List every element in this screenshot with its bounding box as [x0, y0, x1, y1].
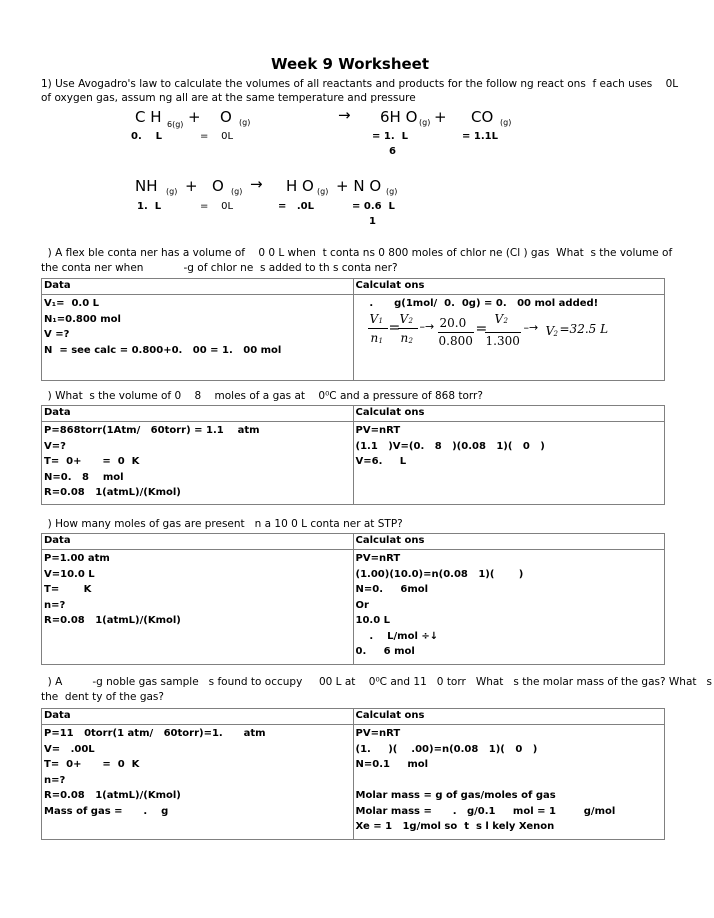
- q3-header-data: Data: [42, 406, 354, 422]
- q5-header-data: Data: [42, 709, 354, 725]
- q4-calc-line: Or: [355, 599, 369, 611]
- q3-data-line: N=0. 8 mol: [44, 471, 124, 483]
- q2-formula: [356, 312, 663, 352]
- eq1-reactant2-sub: (g): [239, 118, 251, 127]
- arrow-icon: –→: [523, 320, 539, 334]
- eq1-reactant2: O: [220, 108, 232, 126]
- formula-result-sub: 2: [553, 329, 558, 338]
- q4-data-line: T= K: [44, 584, 92, 595]
- q2-data-line: N = see calc = 0.800+0. 00 = 1. 00 mol: [44, 344, 282, 356]
- eq1-arrow: →: [338, 106, 351, 124]
- q4-calc-line: 10.0 L: [355, 615, 391, 626]
- q2-data-cell: [42, 295, 354, 381]
- q3-calc-line: (1.1 )V=(0. 8 )(0.08 1)( 0 ): [355, 440, 545, 452]
- eq2-volume2: = 0L: [200, 201, 234, 212]
- q2-table: [41, 278, 665, 381]
- eq2-reactant1: NH: [135, 177, 158, 195]
- formula-n2: n: [400, 330, 409, 345]
- q1-text-line2: of oxygen gas, assum ng all are at the same temperature and pressure: [41, 92, 416, 104]
- q3-table: [41, 405, 665, 505]
- q5-calc-line: [356, 773, 663, 789]
- q5-calc-line: N=0.1 mol: [355, 759, 429, 770]
- formula-fraction-bar: [368, 328, 388, 329]
- eq1-plus1: +: [188, 108, 201, 126]
- q3-data-line: V=?: [44, 440, 66, 452]
- formula-result-value: =32.5 L: [559, 321, 609, 336]
- arrow-icon: –→: [419, 319, 435, 333]
- q4-header-calc: Calculat ons: [353, 534, 665, 550]
- q5-calc-line: (1. )( .00)=n(0.08 1)( 0 ): [355, 743, 538, 755]
- eq2-reactant1-sub: (g): [166, 187, 178, 196]
- q4-data-line: P=1.00 atm: [44, 553, 110, 564]
- q3-data-cell: [42, 422, 354, 505]
- q4-calc-line: PV=nRT: [355, 553, 401, 564]
- q3-data-line: R=0.08 1(atmL)/(Kmol): [44, 487, 181, 498]
- eq2-volume1: 1. L: [137, 201, 162, 212]
- q3-header-calc: Calculat ons: [353, 406, 665, 422]
- eq2-volume4-line2: 1: [369, 216, 376, 227]
- eq1-plus2: +: [434, 108, 447, 126]
- eq2-product1-sub: (g): [317, 187, 329, 196]
- q5-calc-line: Xe = 1 1g/mol so t s l kely Xenon: [355, 821, 555, 832]
- q5-text-line2: the dent ty of the gas?: [41, 691, 164, 703]
- q3-calc-line: PV=nRT: [355, 425, 401, 436]
- q2-calc-line: . g(1mol/ 0. 0g) = 0. 00 mol added!: [355, 298, 599, 309]
- q5-data-line: Mass of gas = . g: [44, 805, 169, 817]
- formula-fraction-bar: [398, 328, 418, 329]
- q5-data-line: P=11 0torr(1 atm/ 60torr)=1. atm: [44, 728, 266, 739]
- formula-num1: 20.0: [439, 315, 467, 330]
- formula-n1-sub: 1: [378, 336, 383, 345]
- formula-num2: V: [494, 311, 504, 326]
- eq1-product2-sub: (g): [500, 118, 512, 127]
- q5-data-line: T= 0+ = 0 K: [44, 759, 140, 770]
- q2-data-line: V₁= 0.0 L: [44, 298, 100, 309]
- eq2-product1: H O: [286, 177, 314, 195]
- eq2-plus1: +: [185, 177, 198, 195]
- q4-header-data: Data: [42, 534, 354, 550]
- q5-calc-cell: [353, 725, 665, 840]
- q4-data-line: V=10.0 L: [44, 568, 95, 580]
- q4-data-cell: [42, 550, 354, 665]
- q4-calc-line: 0. 6 mol: [355, 646, 415, 657]
- q4-calc-line: N=0. 6mol: [355, 584, 429, 595]
- eq2-volume4: = 0.6 L: [352, 201, 395, 212]
- q3-text-line1: ) What s the volume of 0 8 moles of a gas at 0⁰C and a pressure of 868 torr?: [41, 390, 483, 402]
- eq1-reactant1: C H: [135, 108, 162, 126]
- q3-calc-line: V=6. L: [355, 456, 407, 467]
- q4-data-line: R=0.08 1(atmL)/(Kmol): [44, 615, 181, 626]
- q2-calc-cell: [353, 295, 665, 381]
- q2-header-calc: Calculat ons: [353, 279, 665, 295]
- q5-calc-line: Molar mass = . g/0.1 mol = 1 g/mol: [355, 805, 616, 817]
- q4-calc-line: . L/mol ÷↓: [355, 630, 439, 642]
- q5-data-line: n=?: [44, 774, 66, 786]
- formula-equals: =: [475, 320, 488, 337]
- formula-result: V: [545, 323, 555, 338]
- eq1-reactant1-sub: 6(g): [167, 120, 184, 129]
- q5-data-line: V= .00L: [44, 743, 95, 755]
- formula-equals: =: [388, 319, 401, 336]
- eq2-reactant2-sub: (g): [231, 187, 243, 196]
- eq1-volume3: = 1. L: [372, 131, 408, 142]
- eq1-product1: 6H O: [380, 108, 418, 126]
- formula-v2: V: [399, 311, 409, 326]
- q4-text-line1: ) How many moles of gas are present n a 10 0 L conta ner at STP?: [41, 518, 403, 530]
- formula-fraction-bar: [438, 332, 474, 333]
- eq1-volume3-line2: 6: [389, 146, 396, 157]
- page-title: Week 9 Worksheet: [271, 55, 430, 73]
- eq1-volume2: = 0L: [200, 131, 234, 142]
- q5-text-line1: ) A -g noble gas sample s found to occupy 00 L at 0⁰C and 11 0 torr What s the molar mass of the gas? What s: [41, 676, 712, 688]
- eq2-product2-sub: (g): [386, 187, 398, 196]
- formula-num2-sub: 2: [503, 316, 508, 325]
- q5-calc-line: PV=nRT: [355, 728, 401, 739]
- q3-data-line: P=868torr(1Atm/ 60torr) = 1.1 atm: [44, 425, 260, 436]
- q5-header-calc: Calculat ons: [353, 709, 665, 725]
- q2-data-line: V =?: [44, 329, 70, 340]
- eq1-volume4: = 1.1L: [462, 131, 498, 142]
- q2-header-data: Data: [42, 279, 354, 295]
- q4-calc-line: (1.00)(10.0)=n(0.08 1)( ): [355, 568, 524, 580]
- eq2-plus2: + N O: [336, 177, 382, 195]
- q4-data-line: n=?: [44, 599, 66, 611]
- eq2-arrow: →: [250, 175, 263, 193]
- formula-n2-sub: 2: [408, 336, 413, 345]
- q5-table: [41, 708, 665, 840]
- formula-v1-sub: 1: [378, 316, 383, 325]
- formula-n1: n: [370, 330, 379, 345]
- q3-calc-cell: [353, 422, 665, 505]
- q2-data-line: N₁=0.800 mol: [44, 313, 121, 325]
- q4-table: [41, 533, 665, 665]
- eq2-volume3: = .0L: [278, 201, 314, 212]
- eq2-reactant2: O: [212, 177, 224, 195]
- q4-calc-cell: [353, 550, 665, 665]
- q2-text-line1: ) A flex ble conta ner has a volume of 0 0 L when t conta ns 0 800 moles of chlor ne (Cl ) gas What s the volume of: [41, 247, 673, 259]
- formula-v2-sub: 2: [408, 316, 413, 325]
- eq1-product2: CO: [471, 108, 494, 126]
- formula-fraction-bar: [485, 332, 521, 333]
- q5-data-line: R=0.08 1(atmL)/(Kmol): [44, 790, 181, 801]
- q3-data-line: T= 0+ = 0 K: [44, 456, 140, 467]
- formula-den2: 1.300: [485, 333, 520, 348]
- q1-text-line1: 1) Use Avogadro's law to calculate the volumes of all reactants and products for the follow ng react ons f each uses 0L: [41, 78, 679, 90]
- q5-data-cell: [42, 725, 354, 840]
- eq1-product1-sub: (g): [419, 118, 431, 127]
- q5-calc-line: Molar mass = g of gas/moles of gas: [355, 790, 556, 801]
- formula-den1: 0.800: [438, 333, 473, 348]
- q2-text-line2: the conta ner when -g of chlor ne s added to th s conta ner?: [41, 262, 398, 274]
- formula-v1: V: [369, 311, 379, 326]
- eq1-volume1: 0. L: [131, 131, 163, 142]
